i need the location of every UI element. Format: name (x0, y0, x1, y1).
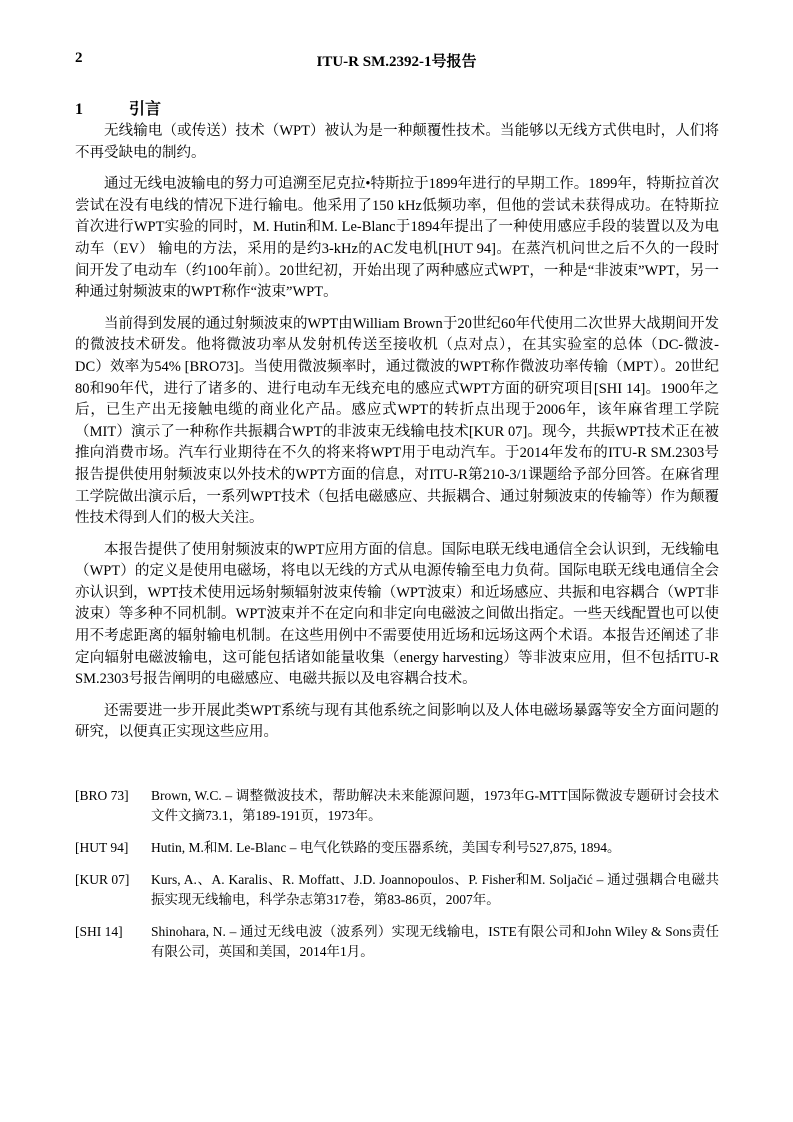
section-heading (75, 96, 161, 119)
reference-tag: [KUR 07] (75, 872, 130, 887)
reference-item (75, 786, 719, 826)
reference-text: Brown, W.C. – 调整微波技术，帮助解决未来能源问题，1973年G-MTT国际微波专题研讨会技术文件文摘73.1，第189-191页，1973年。 (151, 788, 719, 823)
reference-tag: [SHI 14] (75, 924, 123, 939)
reference-tag: [HUT 94] (75, 840, 129, 855)
reference-item (75, 870, 719, 910)
page-number: 2 (75, 50, 83, 66)
section-number: 1 (75, 101, 83, 118)
reference-text: Shinohara, N. – 通过无线电波（波系列）实现无线输电，ISTE有限公司和John Wiley & Sons责任有限公司，英国和美国，2014年1月。 (151, 924, 719, 959)
reference-list (75, 786, 719, 974)
reference-item (75, 838, 719, 858)
paragraph: 通过无线电波输电的努力可追溯至尼克拉•特斯拉于1899年进行的早期工作。1899年，特斯拉首次尝试在没有电线的情况下进行输电。他采用了150 kHz低频功率，但他的尝试未获得成功。在特斯拉首次进行WPT实验的同时，M. Hutin和M. Le-Blanc于1894年提出了一种使用感应手段的装置以及为电动车（EV） 输电的方法，采用的是约3-kHz的AC发电机[HUT 94]。在蒸汽机问世之后不久的一段时间开发了电动车（约100年前）。20世纪初，开始出现了两种感应式WPT，一种是“非波束”WPT，另一种通过射频波束的WPT称作“波束”WPT。 (75, 176, 719, 301)
body-text (75, 121, 719, 754)
paragraph: 还需要进一步开展此类WPT系统与现有其他系统之间影响以及人体电磁场暴露等安全方面问题的研究，以便真正实现这些应用。 (75, 702, 719, 741)
reference-tag: [BRO 73] (75, 788, 129, 803)
reference-text: Kurs, A.、A. Karalis、R. Moffatt、J.D. Joannopoulos、P. Fisher和M. Soljačić – 通过强耦合电磁共振实现无线输电，科学杂志第317卷，第83-86页，2007年。 (151, 872, 719, 907)
paragraph: 当前得到发展的通过射频波束的WPT由William Brown于20世纪60年代使用二次世界大战期间开发的微波技术研发。他将微波功率从发射机传送至接收机（点对点），在其实验室的总体（DC-微波-DC）效率为54% [BRO73]。当使用微波频率时，通过微波的WPT称作微波功率传输（MPT）。20世纪80和90年代，进行了诸多的、进行电动车无线充电的感应式WPT方面的研究项目[SHI 14]。1900年之后，已生产出无接触电缆的商业化产品。感应式WPT的转折点出现于2006年，该年麻省理工学院（MIT）演示了一种称作共振耦合WPT的非波束无线输电技术[KUR 07]。现今，共振WPT技术正在被推向消费市场。汽车行业期待在不久的将来将WPT用于电动汽车。于2014年发布的ITU-R SM.2303号报告提供使用射频波束以外技术的WPT方面的信息，对ITU-R第210-3/1课题给予部分回答。在麻省理工学院做出演示后，一系列WPT技术（包括电磁感应、共振耦合、通过射频波束的传输等）作为颠覆性技术得到人们的极大关注。 (75, 315, 719, 527)
paragraph: 无线输电（或传送）技术（WPT）被认为是一种颠覆性技术。当能够以无线方式供电时，人们将不再受缺电的制约。 (75, 123, 719, 161)
reference-text: Hutin, M.和M. Le-Blanc – 电气化铁路的变压器系统，美国专利号527,875, 1894。 (151, 840, 621, 855)
section-title: 引言 (129, 101, 162, 118)
reference-item (75, 922, 719, 962)
report-title: ITU-R SM.2392-1号报告 (316, 54, 477, 70)
paragraph: 本报告提供了使用射频波束的WPT应用方面的信息。国际电联无线电通信全会认识到，无线输电（WPT）的定义是使用电磁场，将电以无线的方式从电源传输至电力负荷。国际电联无线电通信全会亦认识到，WPT技术使用远场射频辐射波束传输（WPT波束）和近场感应、共振和电容耦合（WPT非波束）等多种不同机制。WPT波束并不在定向和非定向电磁波之间做出指定。一些天线配置也可以使用不考虑距离的辐射输电机制。在这些用例中不需要使用近场和远场这两个术语。本报告还阐述了非定向辐射电磁波输电，这可能包括诸如能量收集（energy harvesting）等非波束应用，但不包括ITU-R SM.2303号报告阐明的电磁感应、电磁共振以及电容耦合技术。 (75, 541, 719, 688)
